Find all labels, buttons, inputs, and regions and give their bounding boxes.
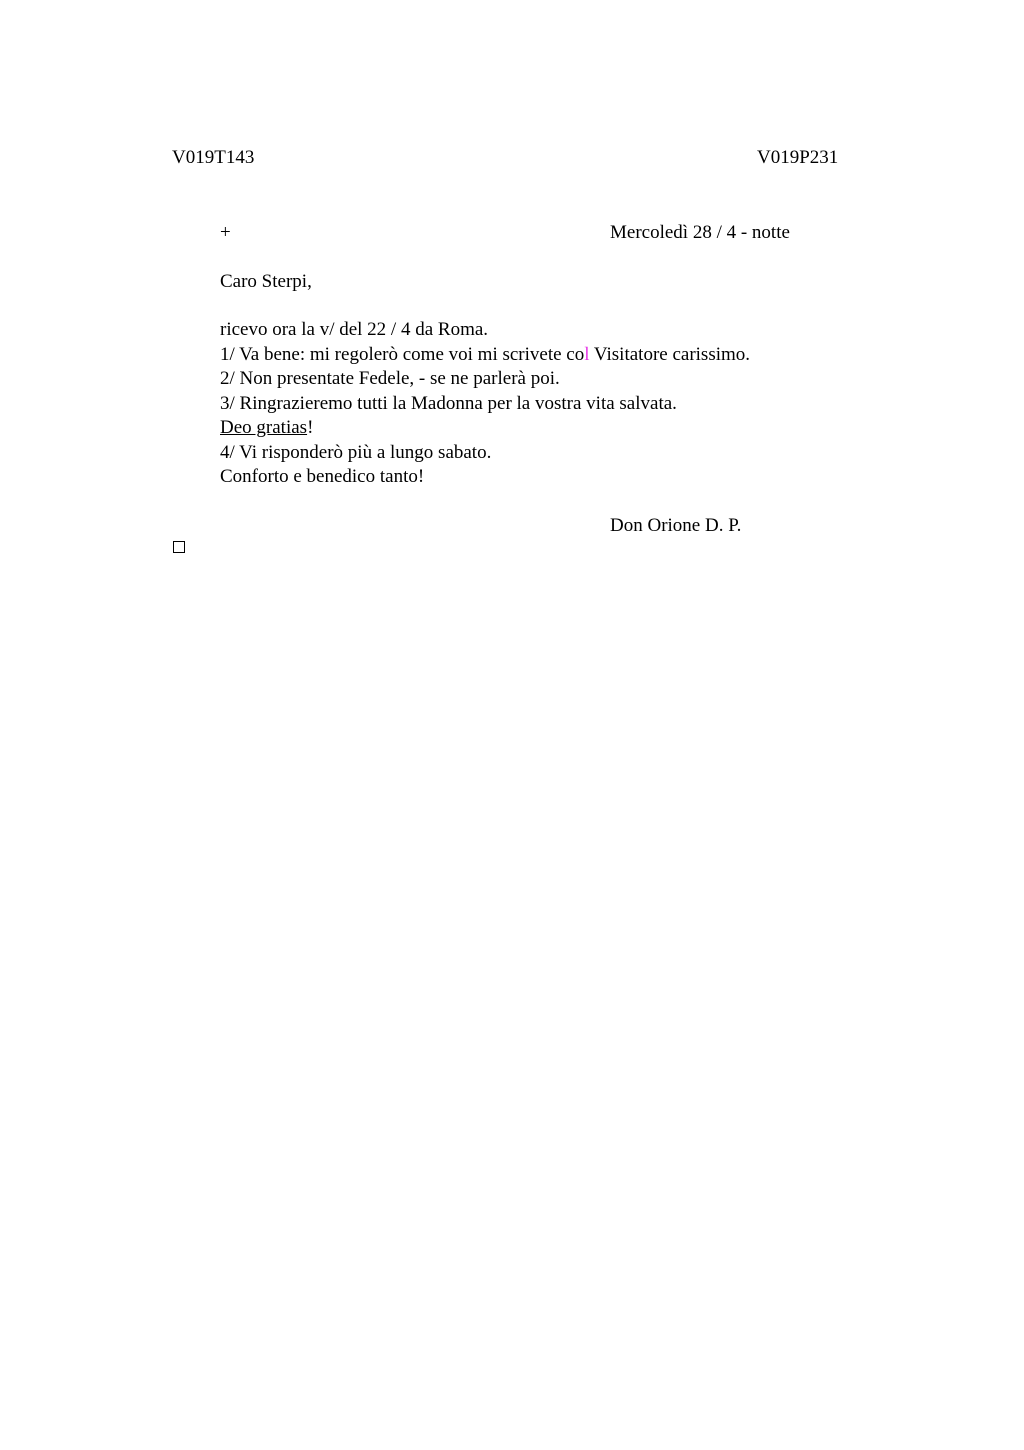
body-line bbox=[220, 344, 750, 369]
body-line: ricevo ora la v/ del 22 / 4 da Roma. bbox=[220, 319, 489, 340]
body-text: ! bbox=[307, 417, 314, 438]
cross-mark: + bbox=[220, 222, 231, 243]
highlighted-letter: l bbox=[584, 343, 590, 365]
document-code-right: V019P231 bbox=[757, 147, 839, 168]
document-code-left: V019T143 bbox=[172, 147, 255, 168]
body-line: 2/ Non presentate Fedele, - se ne parlerà poi. bbox=[220, 368, 560, 389]
letter-signature: Don Orione D. P. bbox=[610, 515, 742, 536]
body-line: Conforto e benedico tanto! bbox=[220, 466, 425, 487]
body-line bbox=[220, 417, 750, 442]
square-outline-icon bbox=[173, 541, 185, 553]
letter-body bbox=[220, 319, 750, 491]
body-text: 1/ Va bene: mi regolerò come voi mi scrivete co bbox=[220, 343, 585, 365]
letter-date: Mercoledì 28 / 4 - notte bbox=[610, 222, 790, 243]
body-line: 3/ Ringrazieremo tutti la Madonna per la vostra vita salvata. bbox=[220, 392, 677, 414]
body-line: 4/ Vi risponderò più a lungo sabato. bbox=[220, 441, 492, 463]
body-text: Visitatore carissimo. bbox=[589, 343, 751, 365]
underlined-text: Deo gratias bbox=[220, 417, 308, 438]
letter-salutation: Caro Sterpi, bbox=[220, 271, 312, 292]
